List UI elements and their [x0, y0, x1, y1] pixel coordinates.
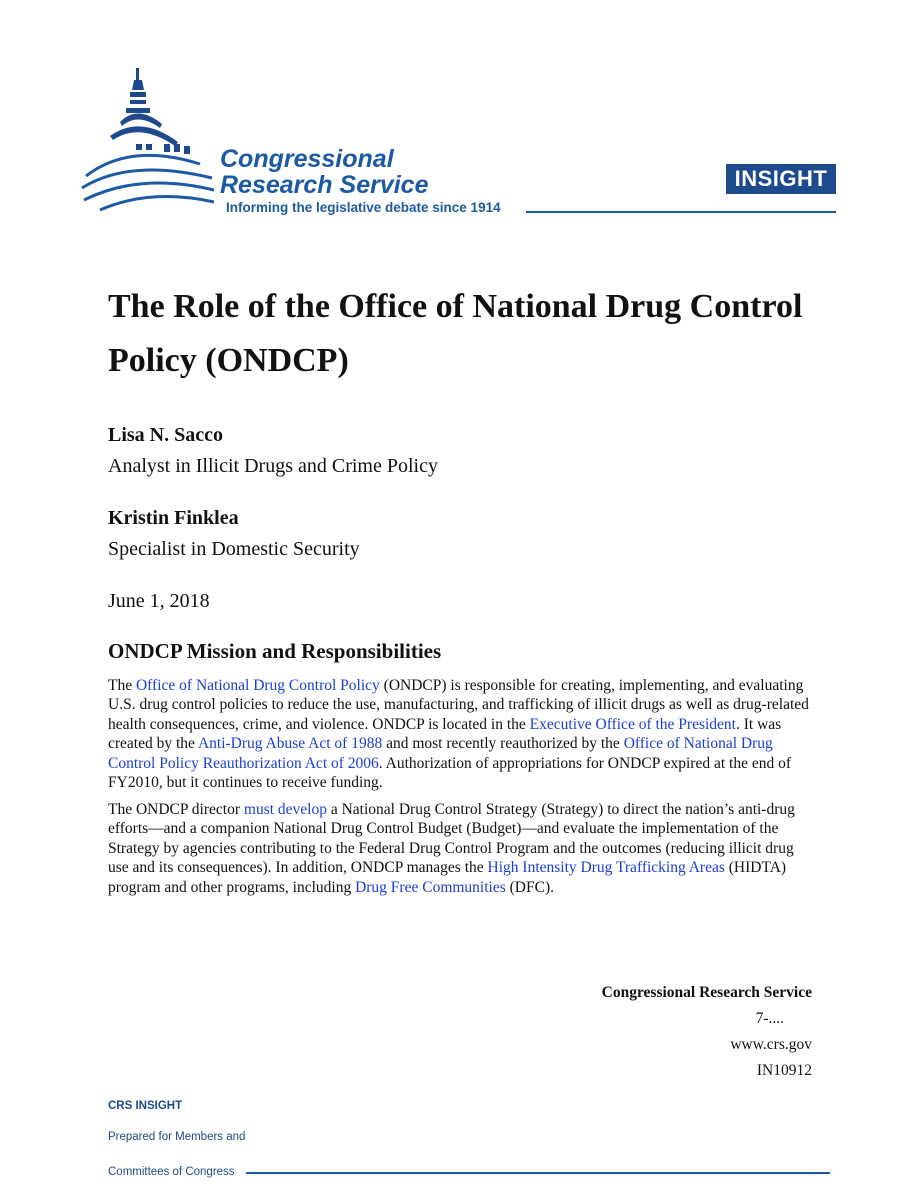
- footer-committees: Committees of Congress: [108, 1166, 235, 1178]
- link-must-develop[interactable]: must develop: [243, 801, 327, 818]
- link-hidta[interactable]: High Intensity Drug Trafficking Areas: [487, 859, 725, 877]
- crs-logo: [80, 64, 540, 224]
- paragraph-2: [108, 800, 816, 897]
- publication-date: June 1, 2018: [108, 590, 210, 612]
- footer-crs-insight: CRS INSIGHT: [108, 1100, 183, 1112]
- section-heading: ONDCP Mission and Responsibilities: [108, 639, 442, 663]
- author-name-2: Kristin Finklea: [108, 507, 239, 529]
- link-executive-office[interactable]: Executive Office of the President: [529, 715, 736, 733]
- crs-website[interactable]: www.crs.gov: [730, 1036, 812, 1053]
- link-anti-drug-abuse-act[interactable]: Anti-Drug Abuse Act of 1988: [197, 735, 383, 753]
- p1-text-1: The: [108, 677, 136, 694]
- paragraph-1: [108, 676, 816, 792]
- header-rule: [526, 211, 836, 213]
- p1-text-2: (ONDCP) is responsible for creating, implementing, and evaluating U.S. drug control policies to reduce the use, manufacturing, and trafficking of illicit drugs as well as drug-related health consequences, crime, and violence. ONDCP is located in the: [108, 677, 809, 733]
- logo-line-2: Research Service: [220, 171, 429, 199]
- author-role-1: Analyst in Illicit Drugs and Crime Policy: [108, 455, 438, 477]
- p2-text-3: (HIDTA) program and other programs, including: [108, 859, 787, 896]
- logo-tagline: Informing the legislative debate since 1914: [226, 200, 501, 215]
- insight-badge: INSIGHT: [726, 164, 836, 194]
- author-name-1: Lisa N. Sacco: [108, 424, 223, 446]
- crs-info-block: [602, 980, 812, 1084]
- footer-rule: [246, 1172, 830, 1174]
- footer-prepared-for: Prepared for Members and: [108, 1131, 246, 1143]
- page-title: The Role of the Office of National Drug Control Policy (ONDCP): [108, 288, 803, 379]
- p2-text-1: The ONDCP director: [108, 801, 244, 818]
- p2-text-4: (DFC).: [505, 878, 554, 896]
- crs-name: Congressional Research Service: [601, 984, 812, 1001]
- product-id: IN10912: [756, 1062, 812, 1079]
- p1-text-3: . It was created by the: [108, 715, 782, 753]
- link-reauthorization-act[interactable]: Office of National Drug Control Policy Reauthorization Act of 2006: [108, 735, 773, 772]
- crs-number: 7-....: [755, 1010, 784, 1027]
- capitol-dome-icon: [80, 64, 230, 224]
- link-ondcp[interactable]: Office of National Drug Control Policy: [135, 677, 380, 694]
- logo-line-1: Congressional: [220, 145, 394, 173]
- link-drug-free-communities[interactable]: Drug Free Communities: [355, 878, 506, 896]
- p1-text-5: . Authorization of appropriations for ONDCP expired at the end of FY2010, but it continues to receive funding.: [108, 754, 792, 792]
- author-role-2: Specialist in Domestic Security: [108, 538, 360, 560]
- p1-text-4: and most recently reauthorized by the: [382, 735, 624, 753]
- p2-text-2: a National Drug Control Strategy (Strategy) to direct the nation’s anti-drug efforts—and a companion National Drug Control Budget (Budget)—and evaluate the implementation of the Strategy by agencies contributing to the Federal Drug Control Program and the outcomes (reducing illicit drug use and its consequences). In addition, ONDCP manages the: [108, 801, 795, 877]
